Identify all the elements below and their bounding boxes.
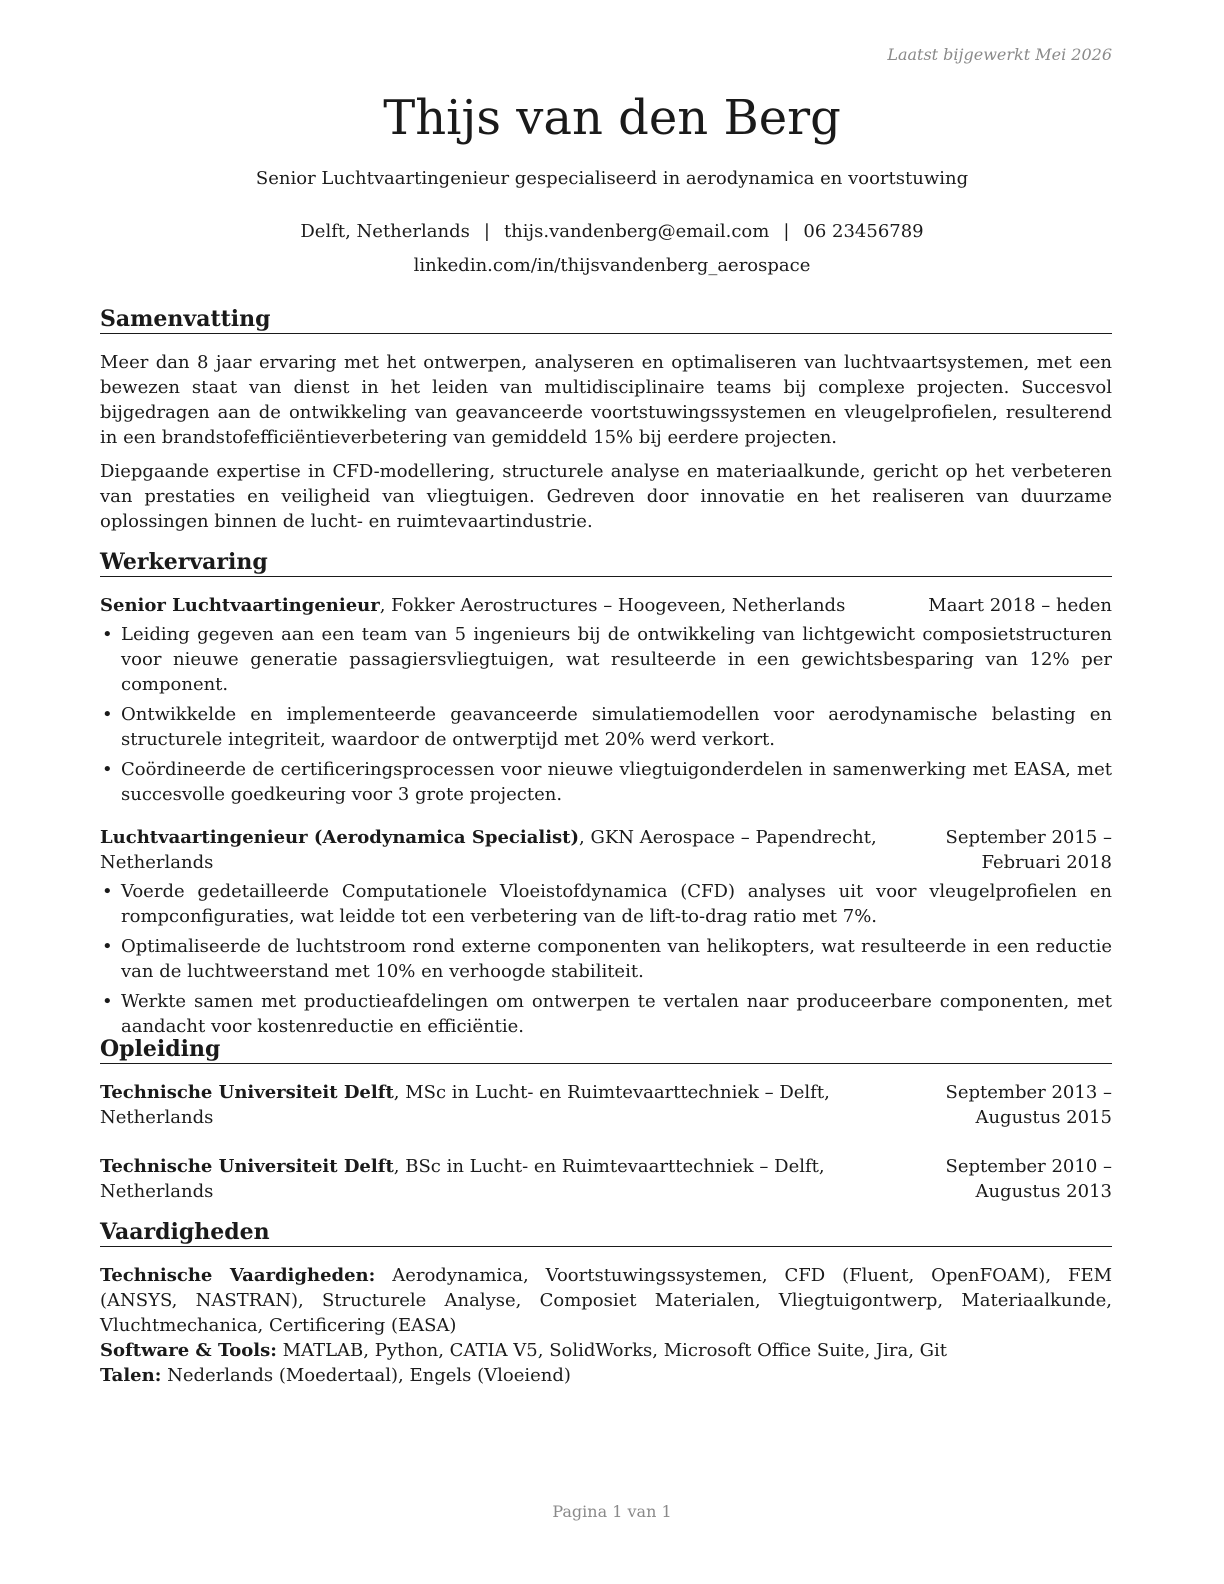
summary-section [100, 305, 1112, 534]
job-bullet: • Ontwikkelde en implementeerde geavanceerde simulatiemodellen voor aerodynamische belasting en structurele integriteit, waardoor de ontwerptijd met 20% werd verkort. [100, 702, 1112, 752]
skill-label: Talen: [100, 1365, 162, 1386]
job-bullet: • Optimaliseerde de luchtstroom rond externe componenten van helikopters, wat resulteerde in een reductie van de luchtweerstand met 10% en verhoogde stabiliteit. [100, 934, 1112, 984]
education-section [100, 1035, 1112, 1204]
contact-separator: | [783, 221, 790, 242]
summary-paragraph: Diepgaande expertise in CFD-modellering, structurele analyse en materiaalkunde, gericht op het verbeteren van prestaties en veiligheid van vliegtuigen. Gedreven door innovatie en het realiseren van duurzame oplossingen binnen de lucht- en ruimtevaartindustrie. [100, 461, 1112, 532]
job-company: , GKN Aerospace – Papendrecht, Netherlands [100, 827, 877, 873]
summary-paragraph: Meer dan 8 jaar ervaring met het ontwerpen, analyseren en optimaliseren van luchtvaartsystemen, met een bewezen staat van dienst in het leiden van multidisciplinaire teams bij complexe projecten. Succesvol bijgedragen aan de ontwikkeling van geavanceerde voortstuwingssystemen en vleugelprofielen, resulterend in een brandstofefficiëntieverbetering van gemiddeld 15% bij eerdere projecten. [100, 352, 1112, 448]
skill-value: MATLAB, Python, CATIA V5, SolidWorks, Microsoft Office Suite, Jira, Git [276, 1340, 948, 1361]
email-link[interactable]: thijs.vandenberg@email.com [503, 221, 770, 242]
degree-details: , BSc in Lucht- en Ruimtevaarttechniek – Delft, Netherlands [100, 1156, 825, 1202]
job-header [100, 593, 1112, 618]
linkedin-link[interactable]: linkedin.com/in/thijsvandenberg_aerospace [413, 255, 811, 276]
skill-line [100, 1363, 1112, 1388]
job-bullet: • Coördineerde de certificeringsprocessen voor nieuwe vliegtuigonderdelen in samenwerking met EASA, met succesvolle goedkeuring voor 3 grote projecten. [100, 757, 1112, 807]
section-title-education: Opleiding [100, 1035, 1112, 1064]
job-header [100, 825, 1112, 875]
job-company: , Fokker Aerostructures – Hoogeveen, Netherlands [379, 595, 846, 616]
job-bullet: • Voerde gedetailleerde Computationele Vloeistofdynamica (CFD) analyses uit voor vleugelprofielen en rompconfiguraties, wat leidde tot een verbetering van de lift-to-drag ratio met 7%. [100, 879, 1112, 929]
section-title-summary: Samenvatting [100, 305, 1112, 334]
skill-line [100, 1263, 1112, 1338]
education-entry [100, 1080, 1112, 1130]
skills-section [100, 1218, 1112, 1388]
school-name: Technische Universiteit Delft [100, 1156, 394, 1177]
school-name: Technische Universiteit Delft [100, 1082, 394, 1103]
job-bullets [100, 879, 1112, 1039]
job-dates: Maart 2018 – heden [928, 595, 1112, 616]
degree-details: , MSc in Lucht- en Ruimtevaarttechniek – Delft, Netherlands [100, 1082, 830, 1128]
page-number: Pagina 1 van 1 [552, 1502, 672, 1521]
section-title-experience: Werkervaring [100, 548, 1112, 577]
skill-label: Technische Vaardigheden: [100, 1265, 376, 1286]
job-bullet: • Werkte samen met productieafdelingen om ontwerpen te vertalen naar produceerbare componenten, met aandacht voor kostenreductie en efficiëntie. [100, 989, 1112, 1039]
candidate-name: Thijs van den Berg [383, 90, 841, 146]
job-bullet: • Leiding gegeven aan een team van 5 ingenieurs bij de ontwikkeling van lichtgewicht composietstructuren voor nieuwe generatie passagiersvliegtuigen, wat resulteerde in een gewichtsbesparing van 12% per component. [100, 622, 1112, 697]
last-updated: Laatst bijgewerkt Mei 2026 [887, 45, 1112, 64]
contact-line [0, 219, 1224, 244]
education-dates: September 2010 – Augustus 2013 [945, 1156, 1112, 1202]
phone-number: 06 23456789 [803, 221, 924, 242]
skill-label: Software & Tools: [100, 1340, 277, 1361]
experience-section [100, 548, 1112, 1044]
job-entry [100, 593, 1112, 807]
job-entry [100, 825, 1112, 1039]
skill-value: Aerodynamica, Voortstuwingssystemen, CFD (Fluent, OpenFOAM), FEM (ANSYS, NASTRAN), Structurele Analyse, Composiet Materialen, Vliegtuigontwerp, Materiaalkunde, Vluchtmechanica, Certificering (EASA) [100, 1265, 1113, 1336]
job-dates: September 2015 – Februari 2018 [945, 827, 1112, 873]
education-dates: September 2013 – Augustus 2015 [945, 1082, 1112, 1128]
tagline: Senior Luchtvaartingenieur gespecialiseerd in aerodynamica en voortstuwing [255, 168, 969, 189]
skill-line [100, 1338, 1112, 1363]
location: Delft, Netherlands [300, 221, 470, 242]
skill-value: Nederlands (Moedertaal), Engels (Vloeiend) [161, 1365, 571, 1386]
education-entry [100, 1154, 1112, 1204]
job-bullets [100, 622, 1112, 807]
job-role: Luchtvaartingenieur (Aerodynamica Specialist) [100, 827, 579, 848]
contact-separator: | [483, 221, 490, 242]
job-role: Senior Luchtvaartingenieur [100, 595, 380, 616]
section-title-skills: Vaardigheden [100, 1218, 1112, 1247]
